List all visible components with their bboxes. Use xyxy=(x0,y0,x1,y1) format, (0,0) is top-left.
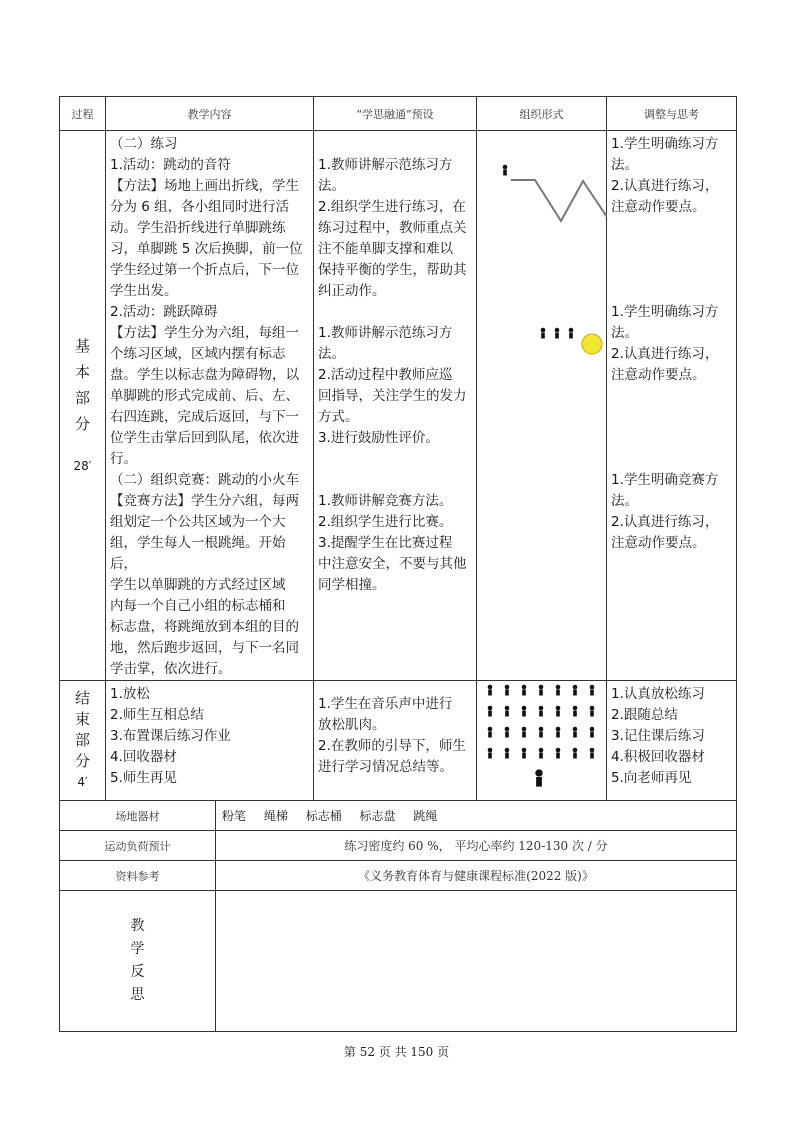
text-line: 法。 xyxy=(318,178,345,194)
student-group-icon xyxy=(541,328,574,339)
text-line: 注意动作要点。 xyxy=(611,535,706,551)
student-icon xyxy=(522,748,527,759)
header-adjust: 调整与思考 xyxy=(607,97,737,131)
text-line: 放松肌肉。 xyxy=(318,717,386,733)
text-line: 动。学生沿折线进行单脚跳练 xyxy=(110,220,286,236)
reflection-label: 教 学 反 思 xyxy=(60,891,216,1032)
header-content: 教学内容 xyxy=(106,97,314,131)
text-line: 1.教师讲解示范练习方 xyxy=(318,325,453,341)
text-line: 1.学生明确竞赛方 xyxy=(611,472,719,488)
student-icon xyxy=(488,706,493,717)
end-adjust xyxy=(607,681,737,801)
zigzag-line xyxy=(511,180,607,221)
text-line: 3.进行鼓励性评价。 xyxy=(318,430,439,446)
text-line: 学击掌，依次进行。 xyxy=(110,661,232,677)
text-line: 习，单脚跳 5 次后换脚，前一位 xyxy=(110,241,303,257)
text-line: 【竞赛方法】学生分六组，每两 xyxy=(110,493,299,509)
text-line: 右四连跳，完成后返回，与下一 xyxy=(110,409,299,425)
student-icon xyxy=(522,727,527,738)
text-line: 注意动作要点。 xyxy=(611,367,706,383)
text-line: 练习过程中，教师重点关 xyxy=(318,220,467,236)
text-line: 2.认真进行练习， xyxy=(611,178,719,194)
end-content xyxy=(106,681,314,801)
text-line: 纠正动作。 xyxy=(318,283,386,299)
text-line: 1.认真放松练习 xyxy=(611,686,705,702)
text-line: 2.活动过程中教师应巡 xyxy=(318,367,453,383)
text-line: （二）组织竞赛：跳动的小火车 xyxy=(110,472,299,488)
text-line: 1.教师讲解示范练习方 xyxy=(318,157,453,173)
text-line: 学生出发。 xyxy=(110,283,178,299)
text-line: 内每一个自己小组的标志桶和 xyxy=(110,598,286,614)
text-line: 5.师生再见 xyxy=(110,770,177,786)
student-icon xyxy=(539,748,544,759)
end-part-label: 结 束 部 分 4′ xyxy=(60,681,106,801)
text-line: 注意动作要点。 xyxy=(611,199,706,215)
student-icon xyxy=(488,748,493,759)
equipment-label: 场地器材 xyxy=(60,801,216,831)
text-line: 1.放松 xyxy=(110,686,150,702)
text-line: 进行学习情况总结等。 xyxy=(318,759,453,775)
header-organization: 组织形式 xyxy=(477,97,607,131)
text-line: 1.活动：跳动的音符 xyxy=(110,157,231,173)
text-line: 5.向老师再见 xyxy=(611,770,692,786)
teacher-icon xyxy=(535,769,542,786)
basic-part-time: 28′ xyxy=(73,458,92,473)
text-line: 个练习区域，区域内摆有标志 xyxy=(110,346,286,362)
basic-part-label: 基 本 部 分 28′ xyxy=(60,131,106,681)
text-line: 1.学生在音乐声中进行 xyxy=(318,696,453,712)
text-line: 2.认真进行练习， xyxy=(611,346,719,362)
lesson-plan-table xyxy=(59,96,737,1032)
text-line: 地，然后跑步返回，与下一名同 xyxy=(110,640,299,656)
load-value: 练习密度约 60 %， 平均心率约 120-130 次 / 分 xyxy=(216,831,737,861)
end-part-row xyxy=(60,681,737,801)
text-line: 回指导，关注学生的发力 xyxy=(318,388,467,404)
student-icon xyxy=(505,706,510,717)
text-line: 4.积极回收器材 xyxy=(611,749,705,765)
student-icon xyxy=(556,727,561,738)
text-line: 学生以单脚跳的方式经过区域 xyxy=(110,577,286,593)
text-line: 2.活动：跳跃障碍 xyxy=(110,304,218,320)
text-line: 方式。 xyxy=(318,409,359,425)
student-icon xyxy=(505,727,510,738)
student-icon xyxy=(573,685,578,696)
basic-adjust xyxy=(607,131,737,681)
student-icon xyxy=(539,685,544,696)
reference-value: 《义务教育体育与健康课程标准(2022 版)》 xyxy=(216,861,737,891)
student-icon xyxy=(539,706,544,717)
student-icon xyxy=(556,748,561,759)
header-process: 过程 xyxy=(60,97,106,131)
student-icon xyxy=(556,706,561,717)
load-label: 运动负荷预计 xyxy=(60,831,216,861)
header-preset: “学思融通”预设 xyxy=(314,97,477,131)
text-line: 学生经过第一个折点后，下一位 xyxy=(110,262,299,278)
text-line: 2.师生互相总结 xyxy=(110,707,204,723)
equipment-row xyxy=(60,801,737,831)
text-line: 2.组织学生进行练习，在 xyxy=(318,199,466,215)
page-number: 第 52 页 共 150 页 xyxy=(343,1045,450,1059)
text-line: 行。 xyxy=(110,451,137,467)
end-preset xyxy=(314,681,477,801)
text-line: 注不能单脚支撑和难以 xyxy=(318,241,453,257)
text-line: 单脚跳的形式完成前、后、左、 xyxy=(110,388,299,404)
text-line: 标志盘，将跳绳放到本组的目的 xyxy=(110,619,299,635)
text-line: 3.布置课后练习作业 xyxy=(110,728,231,744)
reflection-content xyxy=(216,891,737,1032)
text-line: 法。 xyxy=(318,346,345,362)
text-line: 组划定一个公共区域为一个大 xyxy=(110,514,286,530)
basic-content xyxy=(106,131,314,681)
student-icon xyxy=(590,748,595,759)
text-line: 保持平衡的学生，帮助其 xyxy=(318,262,467,278)
student-figure-icon xyxy=(503,165,508,176)
student-icon xyxy=(488,685,493,696)
student-icon xyxy=(590,685,595,696)
text-line: 3.记住课后练习 xyxy=(611,728,705,744)
text-line: 法。 xyxy=(611,157,638,173)
reflection-row xyxy=(60,891,737,1032)
text-line: 盘。学生以标志盘为障碍物，以 xyxy=(110,367,299,383)
student-icon xyxy=(488,727,493,738)
basic-organization xyxy=(477,131,607,681)
text-line: 中注意安全，不要与其他 xyxy=(318,556,467,572)
student-icon xyxy=(522,685,527,696)
text-line: 2.在教师的引导下，师生 xyxy=(318,738,466,754)
organization-diagram-basic xyxy=(477,131,607,651)
text-line: 分为 6 组，各小组同时进行活 xyxy=(110,199,290,215)
text-line: （二）练习 xyxy=(110,136,178,152)
text-line: 2.跟随总结 xyxy=(611,707,678,723)
text-line: 4.回收器材 xyxy=(110,749,177,765)
end-organization xyxy=(477,681,607,801)
text-line: 同学相撞。 xyxy=(318,577,386,593)
student-icon xyxy=(522,706,527,717)
text-line: 【方法】学生分为六组，每组一 xyxy=(110,325,299,341)
student-icon xyxy=(573,706,578,717)
text-line: 3.提醒学生在比赛过程 xyxy=(318,535,453,551)
text-line: 组，学生每人一根跳绳。开始后， xyxy=(110,535,286,572)
student-icon xyxy=(505,685,510,696)
basic-preset xyxy=(314,131,477,681)
student-icon xyxy=(573,748,578,759)
text-line: 2.认真进行练习， xyxy=(611,514,719,530)
text-line: 1.学生明确练习方 xyxy=(611,304,719,320)
text-line: 1.教师讲解竞赛方法。 xyxy=(318,493,453,509)
student-icon xyxy=(556,685,561,696)
header-row xyxy=(60,97,737,131)
student-icon xyxy=(590,706,595,717)
ball-icon xyxy=(582,334,602,354)
text-line: 法。 xyxy=(611,493,638,509)
equipment-items: 粉笔 绳梯 标志桶 标志盘 跳绳 xyxy=(216,801,737,831)
text-line: 【方法】场地上画出折线，学生 xyxy=(110,178,299,194)
text-line: 位学生击掌后回到队尾，依次进 xyxy=(110,430,299,446)
basic-part-row xyxy=(60,131,737,681)
load-row xyxy=(60,831,737,861)
text-line: 法。 xyxy=(611,325,638,341)
student-icon xyxy=(539,727,544,738)
student-icon xyxy=(590,727,595,738)
reference-label: 资料参考 xyxy=(60,861,216,891)
student-icon xyxy=(505,748,510,759)
student-icon xyxy=(573,727,578,738)
text-line: 2.组织学生进行比赛。 xyxy=(318,514,453,530)
reference-row xyxy=(60,861,737,891)
organization-diagram-end xyxy=(477,681,607,799)
text-line: 1.学生明确练习方 xyxy=(611,136,719,152)
end-part-time: 4′ xyxy=(77,775,88,789)
